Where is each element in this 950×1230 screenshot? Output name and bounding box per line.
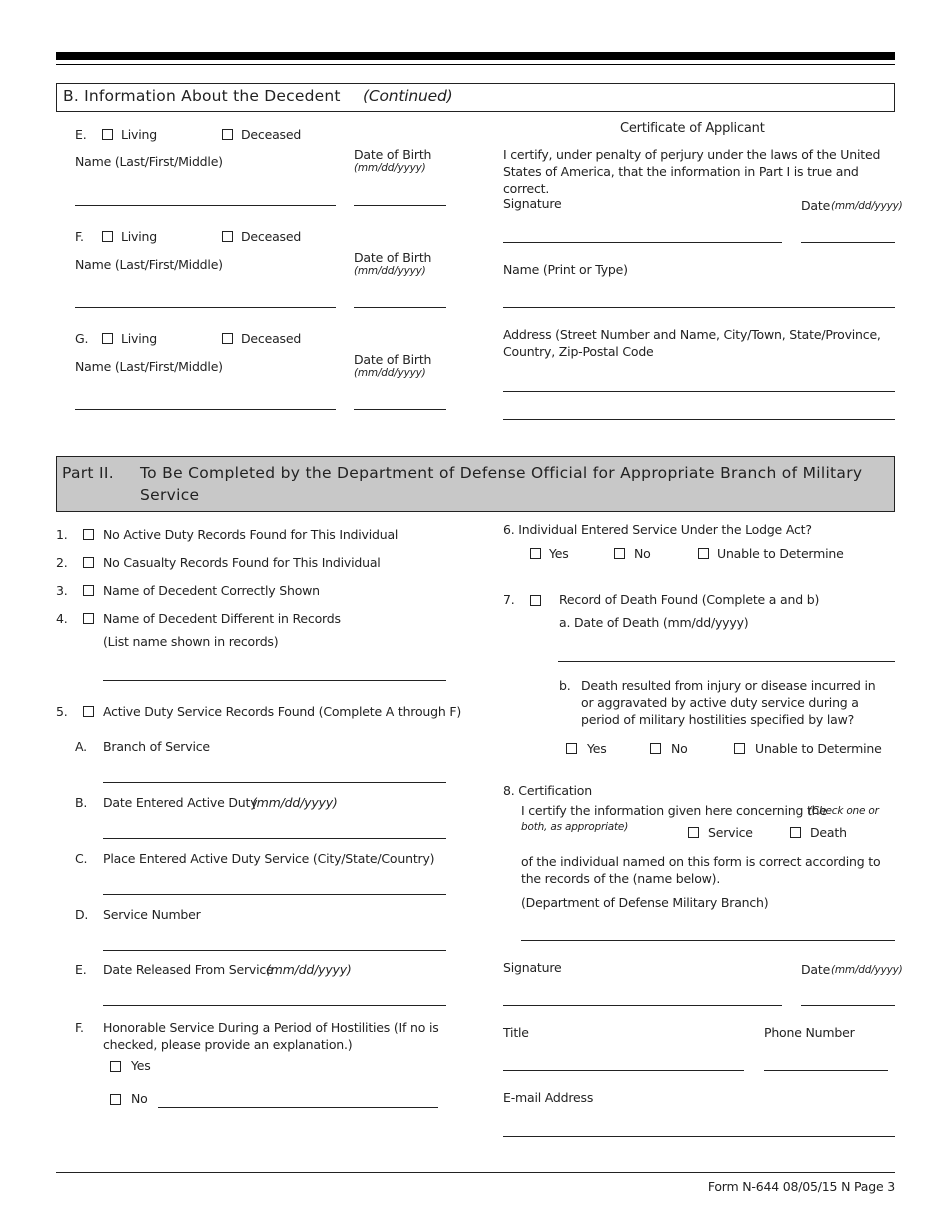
subitem-d-letter: D. [75, 907, 89, 922]
item-5-checkbox[interactable] [83, 706, 94, 717]
applicant-address-label: Address (Street Number and Name, City/Town, State/Province, Country, Zip-Postal Code [503, 327, 881, 359]
subitem-a-label: Branch of Service [103, 739, 210, 754]
service-number-field[interactable] [103, 950, 446, 951]
death-hostilities-yes-checkbox[interactable] [566, 743, 577, 754]
official-title-label: Title [503, 1025, 529, 1040]
date-of-death-field[interactable] [558, 661, 895, 662]
subitem-e-format: (mm/dd/yyyy) [266, 962, 352, 977]
person-e-dob-format: (mm/dd/yyyy) [354, 162, 426, 174]
subitem-c-letter: C. [75, 851, 88, 866]
person-g-dob-field[interactable] [354, 409, 446, 410]
footer-form-id: Form N-644 08/05/15 N Page 3 [707, 1179, 895, 1194]
subitem-f-label: Honorable Service During a Period of Hostilities (If no is checked, please provide an explanation.) [103, 1020, 439, 1052]
part2-header [56, 456, 895, 512]
official-signature-field[interactable] [503, 1005, 782, 1006]
person-e-name-field[interactable] [75, 205, 336, 206]
certify-death-checkbox[interactable] [790, 827, 801, 838]
part2-header-part: Part II. [62, 464, 114, 482]
part2-header-title: To Be Completed by the Department of Defense Official for Appropriate Branch of Military Service [140, 464, 863, 504]
hostilities-no-label: No [131, 1091, 148, 1106]
item-8-label: 8. Certification [503, 783, 592, 798]
official-email-label: E-mail Address [503, 1090, 594, 1105]
section-b-title: B. Information About the Decedent [63, 87, 341, 105]
item-4-name-field[interactable] [103, 680, 446, 681]
person-g-living-label: Living [121, 331, 157, 346]
person-g-name-field[interactable] [75, 409, 336, 410]
subitem-e-label: Date Released From Service [103, 962, 274, 977]
person-e-letter: E. [75, 127, 87, 142]
item-1-checkbox[interactable] [83, 529, 94, 540]
section-b-header [56, 83, 895, 112]
hostilities-no-checkbox[interactable] [110, 1094, 121, 1105]
certify-service-label: Service [708, 825, 753, 840]
person-g-dob-format: (mm/dd/yyyy) [354, 367, 426, 379]
official-title-field[interactable] [503, 1070, 744, 1071]
item-3-label: Name of Decedent Correctly Shown [103, 583, 320, 598]
date-released-field[interactable] [103, 1005, 446, 1006]
official-email-field[interactable] [503, 1136, 895, 1137]
subitem-f-letter: F. [75, 1020, 84, 1035]
subitem-b-label: Date Entered Active Duty [103, 795, 258, 810]
date-entered-active-duty-field[interactable] [103, 838, 446, 839]
person-f-living-label: Living [121, 229, 157, 244]
person-e-name-label: Name (Last/First/Middle) [75, 154, 223, 169]
subitem-b-letter: B. [75, 795, 88, 810]
lodge-act-undetermined-checkbox[interactable] [698, 548, 709, 559]
applicant-date-format: (mm/dd/yyyy) [831, 200, 903, 212]
branch-of-service-field[interactable] [103, 782, 446, 783]
certify-death-label: Death [810, 825, 847, 840]
official-date-format: (mm/dd/yyyy) [831, 964, 903, 976]
subitem-e-letter: E. [75, 962, 87, 977]
person-e-living-checkbox[interactable] [102, 129, 113, 140]
item-3-checkbox[interactable] [83, 585, 94, 596]
item-7-number: 7. [503, 592, 515, 607]
military-branch-field[interactable] [521, 940, 895, 941]
official-date-field[interactable] [801, 1005, 895, 1006]
item-5-label: Active Duty Service Records Found (Complete A through F) [103, 704, 462, 719]
applicant-date-field[interactable] [801, 242, 895, 243]
person-e-dob-field[interactable] [354, 205, 446, 206]
item-8-text1: I certify the information given here concerning the [521, 803, 827, 818]
section-b-continued: (Continued) [363, 87, 453, 105]
item-7-label: Record of Death Found (Complete a and b) [559, 592, 820, 607]
hostilities-explanation-field[interactable] [158, 1107, 438, 1108]
item-8-check-note: (Check one or both, as appropriate) [521, 805, 879, 833]
item-7b-label: Death resulted from injury or disease incurred in or aggravated by active duty service during a period of military hostilities specified by law? [581, 678, 876, 727]
person-g-dob-label: Date of Birth [354, 352, 432, 367]
applicant-name-label: Name (Print or Type) [503, 262, 628, 277]
person-f-dob-label: Date of Birth [354, 250, 432, 265]
top-thin-rule [56, 64, 895, 65]
hostilities-yes-checkbox[interactable] [110, 1061, 121, 1072]
person-f-letter: F. [75, 229, 84, 244]
applicant-address-field-1[interactable] [503, 391, 895, 392]
item-7a-label: a. Date of Death (mm/dd/yyyy) [559, 615, 749, 630]
item-2-label: No Casualty Records Found for This Individual [103, 555, 381, 570]
person-g-living-checkbox[interactable] [102, 333, 113, 344]
death-hostilities-yes-label: Yes [587, 741, 607, 756]
person-f-name-field[interactable] [75, 307, 336, 308]
official-signature-label: Signature [503, 960, 562, 975]
person-e-deceased-checkbox[interactable] [222, 129, 233, 140]
applicant-address-field-2[interactable] [503, 419, 895, 420]
person-f-dob-format: (mm/dd/yyyy) [354, 265, 426, 277]
official-phone-field[interactable] [764, 1070, 888, 1071]
item-4-sublabel: (List name shown in records) [103, 634, 279, 649]
lodge-act-no-checkbox[interactable] [614, 548, 625, 559]
person-f-deceased-checkbox[interactable] [222, 231, 233, 242]
death-hostilities-no-checkbox[interactable] [650, 743, 661, 754]
hostilities-yes-label: Yes [131, 1058, 151, 1073]
item-6-label: 6. Individual Entered Service Under the Lodge Act? [503, 522, 812, 537]
applicant-date-label: Date [801, 198, 831, 213]
subitem-c-label: Place Entered Active Duty Service (City/State/Country) [103, 851, 435, 866]
subitem-b-format: (mm/dd/yyyy) [252, 795, 338, 810]
person-g-letter: G. [75, 331, 89, 346]
item-1-number: 1. [56, 527, 68, 542]
subitem-d-label: Service Number [103, 907, 201, 922]
applicant-signature-field[interactable] [503, 242, 782, 243]
item-8-branch-label: (Department of Defense Military Branch) [521, 895, 769, 910]
lodge-act-undetermined-label: Unable to Determine [717, 546, 844, 561]
applicant-name-field[interactable] [503, 307, 895, 308]
certificate-title: Certificate of Applicant [620, 121, 765, 136]
person-e-living-label: Living [121, 127, 157, 142]
lodge-act-yes-label: Yes [549, 546, 569, 561]
item-4-number: 4. [56, 611, 68, 626]
item-2-checkbox[interactable] [83, 557, 94, 568]
top-thick-rule [56, 52, 895, 60]
death-hostilities-no-label: No [671, 741, 688, 756]
item-5-number: 5. [56, 704, 68, 719]
official-date-label: Date [801, 962, 831, 977]
certificate-statement: I certify, under penalty of perjury under the laws of the United States of America, that the information in Part I is true and correct. [503, 147, 881, 196]
person-g-deceased-checkbox[interactable] [222, 333, 233, 344]
place-entered-service-field[interactable] [103, 894, 446, 895]
person-e-dob-label: Date of Birth [354, 147, 432, 162]
item-8-text2: of the individual named on this form is correct according to the records of the (name below). [521, 854, 881, 886]
footer-rule [56, 1172, 895, 1173]
item-2-number: 2. [56, 555, 68, 570]
record-of-death-checkbox[interactable] [530, 595, 541, 606]
person-f-deceased-label: Deceased [241, 229, 302, 244]
death-hostilities-undetermined-checkbox[interactable] [734, 743, 745, 754]
item-4-label: Name of Decedent Different in Records [103, 611, 341, 626]
certify-service-checkbox[interactable] [688, 827, 699, 838]
official-phone-label: Phone Number [764, 1025, 855, 1040]
item-7b-letter: b. [559, 678, 571, 693]
person-f-name-label: Name (Last/First/Middle) [75, 257, 223, 272]
item-1-label: No Active Duty Records Found for This Individual [103, 527, 399, 542]
item-4-checkbox[interactable] [83, 613, 94, 624]
person-f-living-checkbox[interactable] [102, 231, 113, 242]
person-e-deceased-label: Deceased [241, 127, 302, 142]
person-g-deceased-label: Deceased [241, 331, 302, 346]
subitem-a-letter: A. [75, 739, 87, 754]
item-3-number: 3. [56, 583, 68, 598]
death-hostilities-undetermined-label: Unable to Determine [755, 741, 882, 756]
applicant-signature-label: Signature [503, 196, 562, 211]
person-f-dob-field[interactable] [354, 307, 446, 308]
lodge-act-yes-checkbox[interactable] [530, 548, 541, 559]
lodge-act-no-label: No [634, 546, 651, 561]
person-g-name-label: Name (Last/First/Middle) [75, 359, 223, 374]
